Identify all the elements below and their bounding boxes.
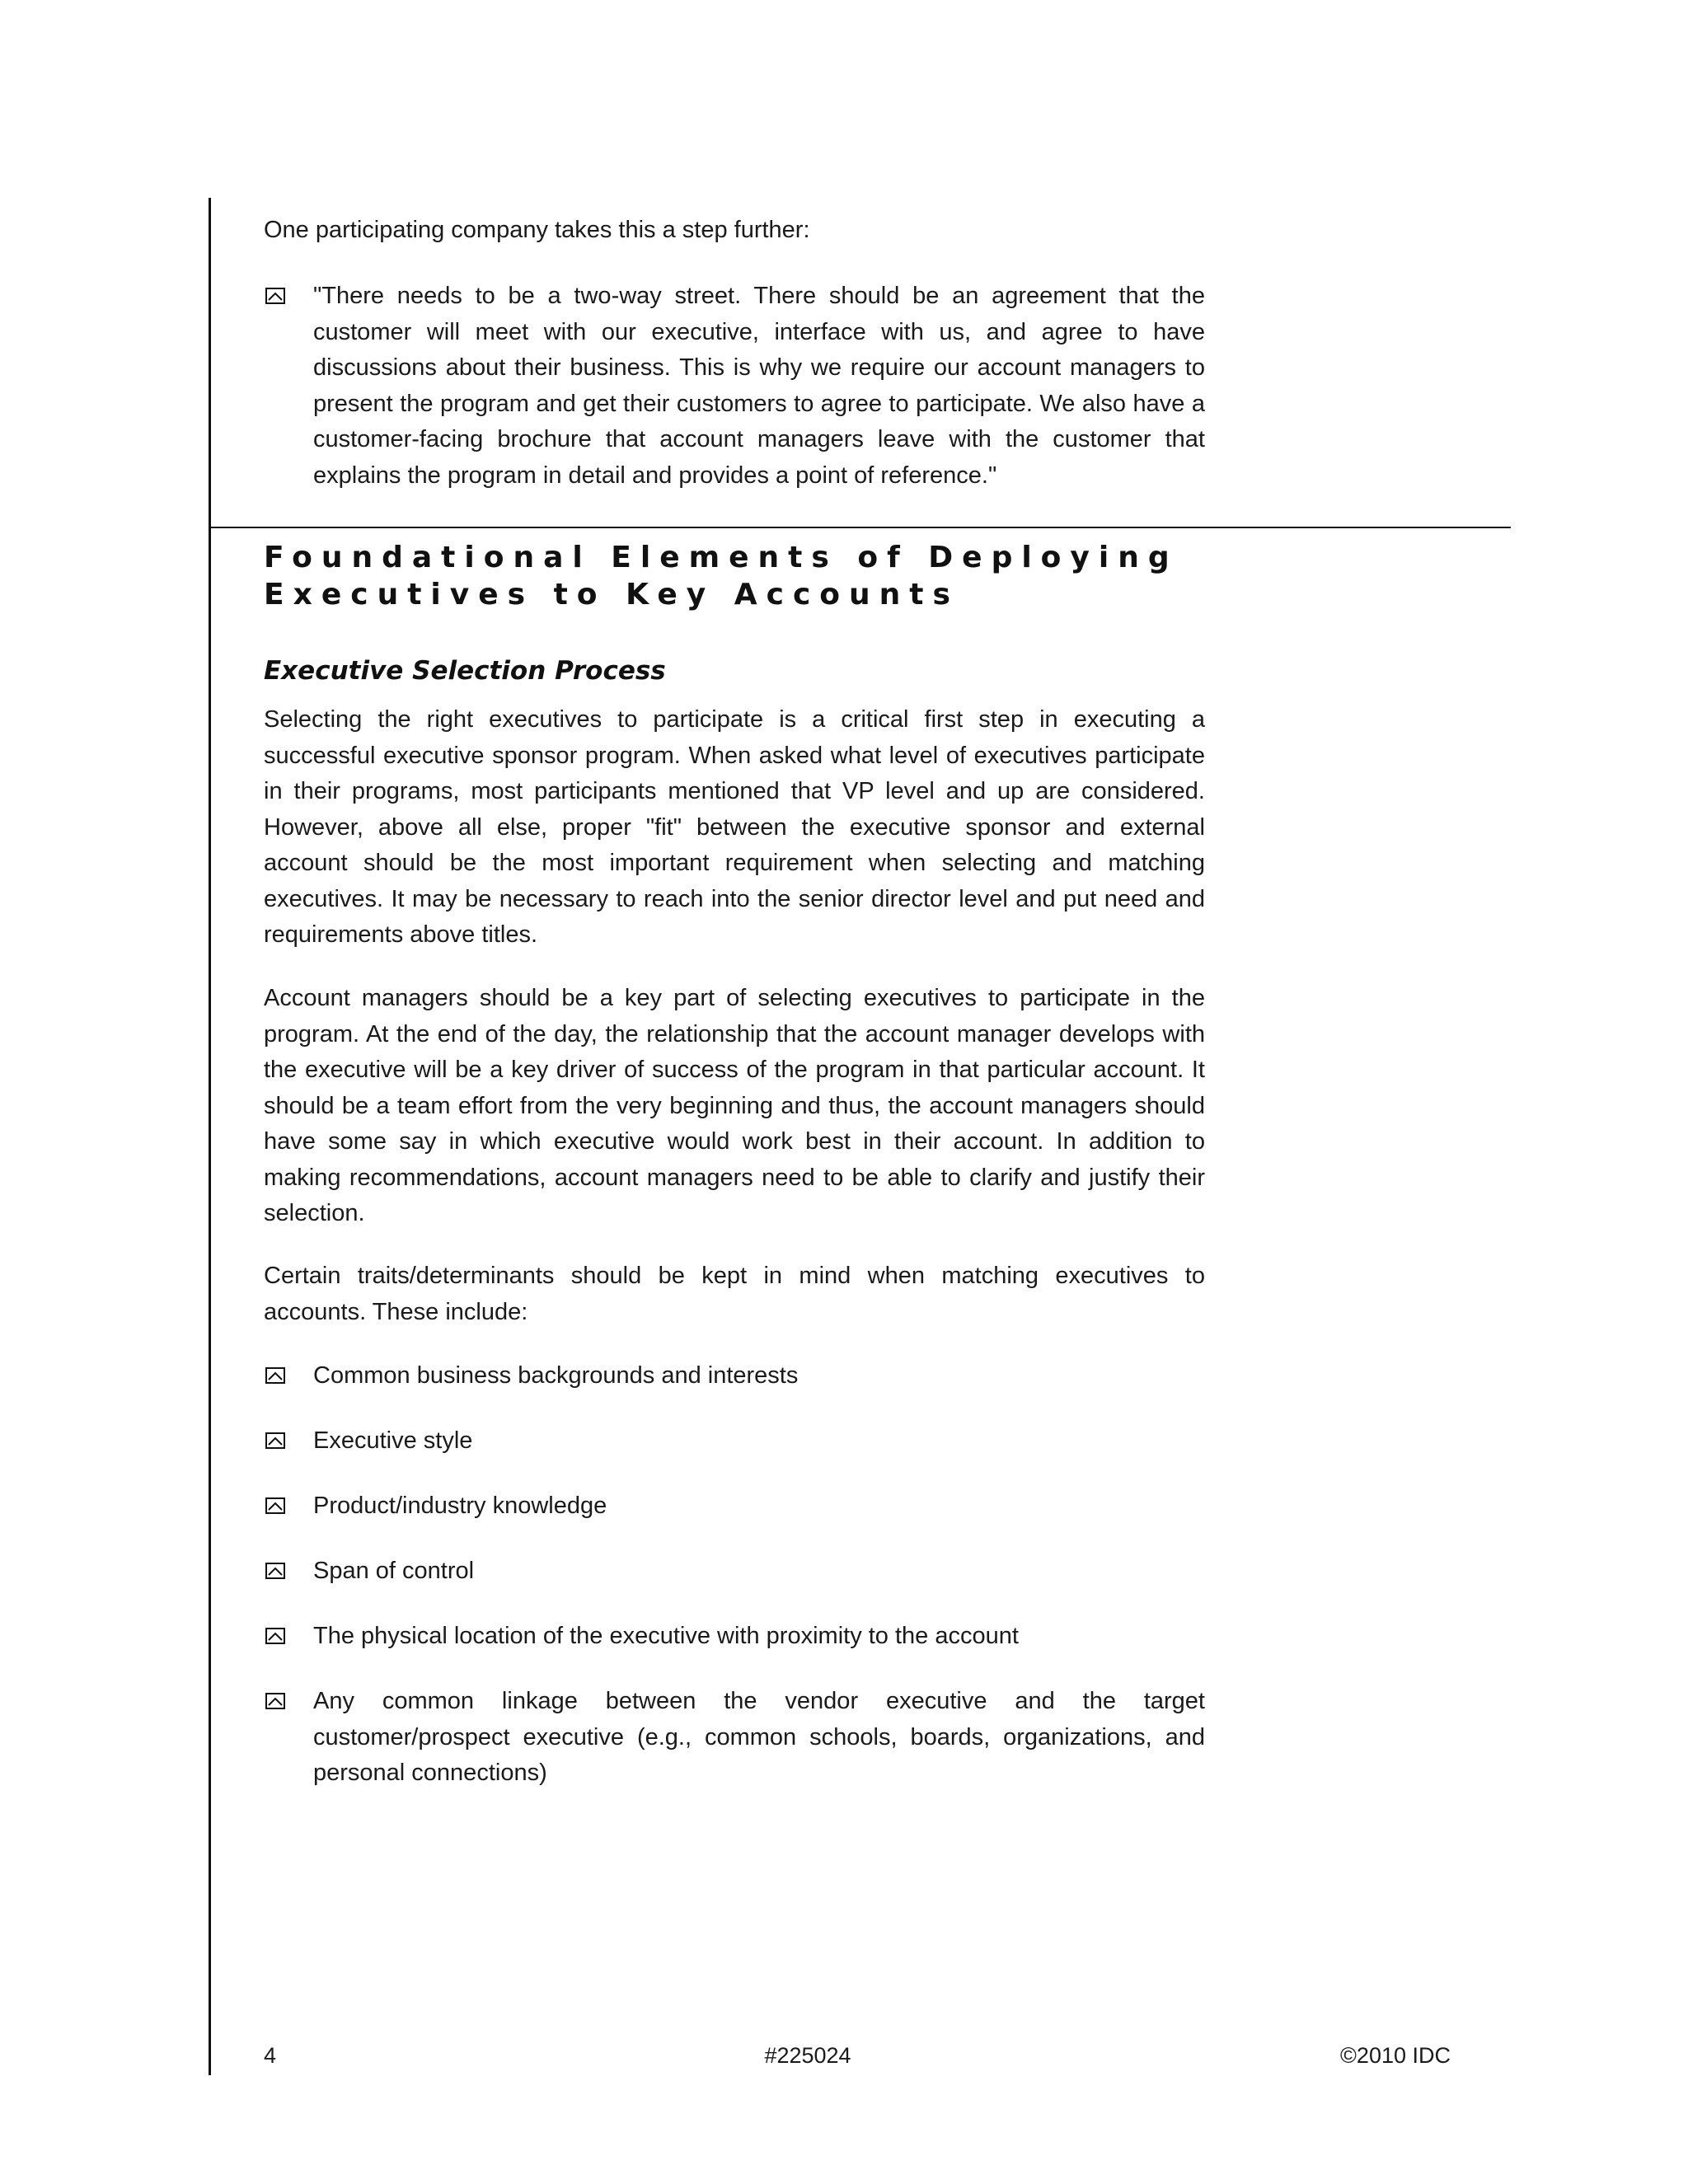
checkbox-bullet-icon — [265, 288, 285, 304]
checkbox-bullet-icon — [265, 1693, 285, 1709]
left-margin-rule — [209, 198, 211, 2075]
checkbox-bullet-icon — [265, 1432, 285, 1449]
checkbox-bullet-icon — [265, 1628, 285, 1644]
paragraph-selection: Selecting the right executives to participate is a critical first step in executing a successful executive sponsor program. When asked what level of executives participate in their programs, most participants mentioned that VP level and up are considered. However, above all else, proper "fit" between the executive sponsor and external account should be the most important requirement when selecting and matching executives. It may be necessary to reach into the senior director level and put need and requirements above titles. — [264, 706, 1205, 948]
intro-text: One participating company takes this a step further: — [264, 217, 810, 243]
checkbox-bullet-icon — [265, 1497, 285, 1514]
page-number: 4 — [264, 2043, 277, 2068]
checkbox-bullet-icon — [265, 1367, 285, 1384]
section-title-line-2: Executives to Key Accounts — [264, 578, 959, 612]
document-id: #225024 — [764, 2043, 851, 2068]
copyright-notice: ©2010 IDC — [1340, 2043, 1451, 2068]
section-title-line-1: Foundational Elements of Deploying — [264, 541, 1179, 574]
section-divider — [209, 527, 1511, 528]
list-item-text: Any common linkage between the vendor executive and the target customer/prospect executive (e.g., common schools, boards, organizations, and personal connections) — [313, 1688, 1205, 1786]
section-title — [264, 539, 1335, 613]
list-item-text: Product/industry knowledge — [313, 1493, 607, 1519]
paragraph-traits-intro: Certain traits/determinants should be kept in mind when matching executives to accounts. These include: — [264, 1263, 1205, 1325]
paragraph-account-managers: Account managers should be a key part of selecting executives to participate in the program. At the end of the day, the relationship that the account manager develops with the executive will be a key driver of success of the program in that particular account. It should be a team effort from the very beginning and thus, the account managers should have some say in which executive would work best in their account. In addition to making recommendations, account managers need to be able to clarify and justify their selection. — [264, 985, 1205, 1226]
list-item-text: Span of control — [313, 1558, 475, 1584]
checkbox-bullet-icon — [265, 1563, 285, 1579]
list-item-text: Common business backgrounds and interests — [313, 1362, 799, 1389]
quote-text: "There needs to be a two-way street. There should be an agreement that the customer will meet with our executive, interface with us, and agree to have discussions about their business. This is why we require our account managers to present the program and get their customers to agree to participate. We also have a customer-facing brochure that account managers leave with the customer that explains the program in detail and provides a point of reference." — [313, 283, 1205, 489]
subsection-title: Executive Selection Process — [264, 656, 666, 686]
list-item-text: The physical location of the executive with proximity to the account — [313, 1623, 1019, 1649]
list-item-text: Executive style — [313, 1427, 473, 1454]
